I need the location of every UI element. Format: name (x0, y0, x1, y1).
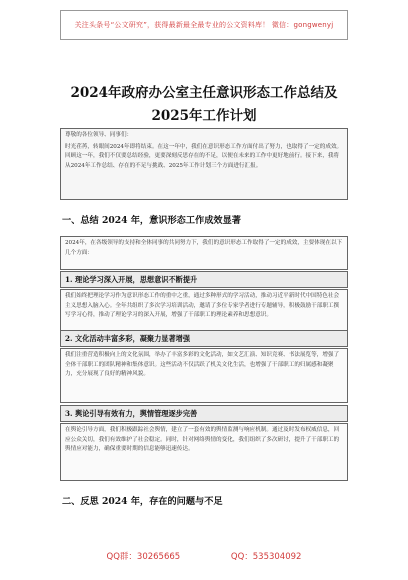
page-title (40, 82, 368, 128)
sub-2-body-box (60, 348, 348, 403)
section-1-intro-box (60, 236, 348, 270)
footer-qq: QQ：535304092 (230, 552, 302, 562)
footer-qq-group: QQ群：30265665 (106, 552, 181, 562)
intro-box (60, 128, 348, 200)
sub-2-paragraph: 我们注重营造积极向上的文化氛围，举办了丰富多彩的文化活动，如文艺汇演、知识竞赛、书法展览等，增强了全体干部职工的团队精神和集体意识。这些活动不仅活跃了机关文化生活，也增强了干部职工的归属感和凝聚力，充分展现了良好的精神风貌。 (65, 352, 340, 378)
subheading-3: 3. 舆论引导有效有力，舆情管理逐步完善 (60, 405, 348, 422)
sub-1-paragraph: 我们始终把理论学习作为意识形态工作的重中之重，通过多种形式的学习活动，推动习近平新时代中国特色社会主义思想入脑入心。全年共组织了多次学习培训活动，邀请了多位专家学者进行专题辅导，积极鼓励干部职工撰写学习心得，推动了理论学习的深入开展，增强了干部职工的理论素养和思想意识。 (65, 293, 340, 319)
section-1-intro: 2024年，在各级领导的支持和全体同事的共同努力下，我们的意识形态工作取得了一定的成效，主要体现在以下几个方面： (65, 240, 343, 256)
promo-banner: 关注头条号“公文研究”，获得最新最全最专业的公文资料库！ 微信：gongwenyj (60, 10, 348, 40)
subheading-1: 1. 理论学习深入开展，思想意识不断提升 (60, 271, 348, 288)
intro-paragraph: 时光荏苒，转眼间2024年即将结束。在这一年中，我们在意识形态工作方面付出了努力，也取得了一定的成效。回顾这一年，我们不仅要总结经验，更要深刻反思存在的不足，以便在未来的工作中更好地前行。接下来，我将从2024年工作总结、存在的不足与挑战、2025年工作计划三个方面进行汇报。 (65, 143, 343, 169)
title-line-1: 2024年政府办公室主任意识形态工作总结及 (70, 85, 338, 101)
sub-3-body-box (60, 423, 348, 481)
greeting: 尊敬的各位领导、同事们： (65, 132, 133, 138)
section-1-heading: 一、总结 2024 年，意识形态工作成效显著 (62, 215, 241, 226)
title-line-2: 2025年工作计划 (151, 108, 257, 124)
subheading-2: 2. 文化活动丰富多彩，凝聚力显著增强 (60, 330, 348, 347)
sub-3-paragraph: 在舆论引导方面，我们积极跟踪社会舆情，建立了一套有效的舆情监测与响应机制。通过及时发布权威信息，回应公众关切，我们有效维护了社会稳定。同时，针对网络舆情的变化，我们组织了多次研讨，提升了干部职工的舆情应对能力，确保重要时期的信息能够迅速传达。 (65, 427, 340, 453)
footer (0, 550, 408, 562)
section-2-heading: 二、反思 2024 年，存在的问题与不足 (62, 496, 223, 507)
